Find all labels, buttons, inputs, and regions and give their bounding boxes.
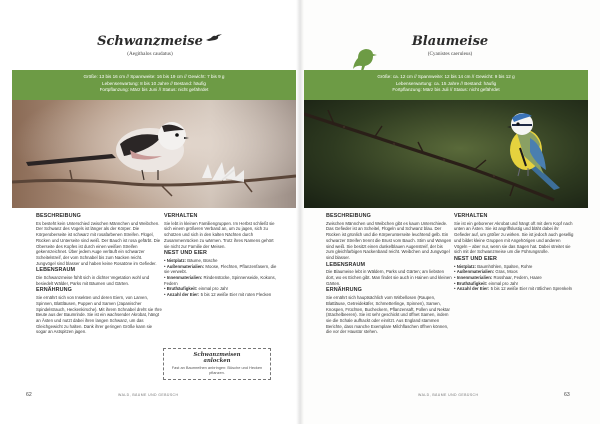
list-item: • Nistplatz: Baumhöhlen, Spalten, Rohre (454, 263, 533, 269)
list-item: • Anzahl der Eier: 5 bis 12 weiße Eier mit rötlichen Sprenkeln (454, 286, 573, 292)
left-page-number: 62 (26, 392, 32, 398)
tip-title-line2: anlocken (203, 358, 231, 364)
list-item: • Innenmaterialien: Rindenstücke, Spinnenseide, Kokons, Federn (164, 275, 276, 286)
tip-text: Fast an Baumreihen anbringen: Büsche und Hecken pflanzen. (171, 365, 263, 375)
left-facts-line1: Größe: 13 bis 16 cm // Spannweite: 16 bis 19 cm // Gewicht: 7 bis 9 g (83, 74, 225, 79)
left-column-1 (36, 214, 162, 335)
long-tailed-tit-photo (12, 100, 296, 208)
left-behavior-heading: VERHALTEN (164, 213, 198, 219)
right-page-subtitle: (Cyanistes caeruleus) (427, 51, 473, 57)
left-facts-line2: Lebenserwartung: 8 bis 10 Jahre // Bestand: häufig (102, 80, 206, 86)
left-facts-bar (12, 70, 296, 100)
attract-tip-box (163, 348, 271, 380)
list-item: • Bruthäufigkeit: einmal pro Jahr (164, 286, 229, 292)
right-diet-heading: ERNÄHRUNG (326, 287, 362, 294)
book-gutter (296, 0, 304, 424)
right-description-heading: BESCHREIBUNG (326, 213, 371, 219)
right-column-1 (326, 214, 452, 335)
list-item: • Außenmaterialien: Moose, Flechten, Pflanzenfasern, die sie verwebt. (164, 263, 277, 275)
left-page-title (0, 34, 300, 49)
left-behavior-text: Sie lebt in kleinen Familiengruppen. Im Herbst schließt sie sich einem größeren Verband an, um zu jagen, sich zu schützen und sich in den kalten Nächten durch Zusammenrücken zu wärmen. Trotz ihres Namens gehört sie nicht zur Familie der Meisen. (164, 220, 275, 249)
left-nest-heading: NEST UND EIER (164, 250, 207, 257)
small-bird-silhouette-icon (205, 32, 223, 44)
left-page-subtitle: (Aegithalos caudatus) (127, 51, 173, 57)
left-nest-list (164, 258, 280, 298)
right-running-footer: WALD, BÄUME UND GEBÜSCH (418, 393, 479, 397)
left-habitat-heading: LEBENSRAUM (36, 267, 76, 274)
right-habitat-heading: LEBENSRAUM (326, 261, 366, 268)
list-item: • Bruthäufigkeit: einmal pro Jahr (454, 280, 519, 286)
list-item: • Innenmaterialien: Rosshaar, Federn, Haare (454, 275, 542, 281)
left-diet-heading: ERNÄHRUNG (36, 287, 72, 294)
right-page-title: Blaumeise (411, 34, 489, 49)
blue-tit-photo (304, 100, 588, 208)
right-behavior-heading: VERHALTEN (454, 213, 488, 219)
right-page (300, 0, 600, 424)
right-nest-heading: NEST UND EIER (454, 255, 497, 262)
right-behavior-text: Sie ist ein geborener Akrobat und hängt oft mit dem Kopf nach unten an Ästen. Sie ist angriffslustig und bläht dabei ihr Gefieder auf, um größer zu wirken. Sie ist jedoch auch gesellig und bildet kleine Gruppen mit Angehörigen und anderen Vögeln – aber nur, wenn sie das Sagen hat. Dabei streitet sie sich mit der Schwanzmeise um die Führungsrolle. (454, 220, 574, 255)
list-item: • Außenmaterialien: Gras, Moos (454, 269, 518, 275)
left-column-2 (164, 214, 280, 298)
left-diet-text: Sie ernährt sich von Insekten und deren Eiern, von Larven, Spinnen, Blattläusen, Puppen und Samen (Japanischer Spindelstrauch, Heckenkirsche). Mit ihrem Schnabel dreht sie Ihre Beute aus der Baumrinde. Sie ist ein wachsender Akrobat, hängt an Ästen und nutzt dabei ihren langen Schwanz, um das Gleichgewicht zu halten. Dank ihrer geringen Größe kann sie sogar an Astspitzen jagen. (36, 295, 162, 335)
right-facts-line2: Lebenserwartung: ca. 15 Jahre // Bestand: häufig (395, 80, 497, 86)
right-description-text: Zwischen Männchen und Weibchen gibt es kaum Unterschiede. Das Gefieder ist an Scheitel, Flügeln und Schwanz blau. Der Rücken ist grünlich und die Körperunterseite leuchtend gelb. Ein schwarzer Streifen trennt die Brust vom Bauch. Stirn und Wangen sind weiß. Sie besitzt einen dunkelblauen Augenstreif, der bis zum gleichfarbigen Nackenband reicht. Weibchen und Jungvögel sind blasser. (326, 220, 452, 260)
right-facts-bar (304, 70, 588, 100)
right-column-2 (454, 214, 574, 292)
right-page-number: 63 (564, 392, 570, 398)
left-habitat-text: Die Schwanzmeise fühlt sich in dichter Vegetation wohl und besiedelt Wälder, Parks mit Bäumen und Gärten. (36, 275, 150, 286)
tip-title-line1: Schwanzmeisen (193, 352, 241, 358)
right-habitat-text: Die Blaumeise lebt in Wäldern, Parks und Gärten; am liebsten dort, wo es Eichen gibt. Man findet sie auch in Hainen und kleinen Gärten. (326, 269, 452, 286)
list-item: • Anzahl der Eier: 5 bis 12 weiße Eier mit roten Flecken (164, 292, 272, 298)
left-facts-line3: Fortpflanzung: März bis Juni // Status: nicht gefährdet (99, 87, 209, 93)
left-title-text: Schwanzmeise (97, 34, 203, 49)
right-nest-list (454, 264, 574, 293)
right-facts-line1: Größe: ca. 12 cm // Spannweite: 12 bis 14 cm // Gewicht: 9 bis 12 g (377, 74, 515, 79)
list-item: • Nistplatz: Bäume, Büsche (164, 257, 218, 263)
right-diet-text: Sie ernährt sich hauptsächlich vom Wirbellosen (Raupen, Blattläuse, Getreidekäfer, Schmetterlinge, Spinnen), Samen, Knospen, Früchten, Bucheckern, Pflanzensaft, Pollen und Nektar (Stachelbeeren). Sie ist sehr geschickt und öffnet Samen, indem sie die Schale aufhackt oder einritzt. Aus England stammen Berichte, dass manche Exemplare Milchflaschen öffnen können, die vor der Haustür stehen. (326, 295, 450, 335)
left-description-text: Es besteht kein Unterschied zwischen Männchen und Weibchen. Der Schwanz des Vogels ist länger als der Körper. Die Körperoberseite ist schwarz mit rosafarbenen Streifen. Flügel, Rücken und Unterseite sind weiß. Der Bauch ist rosa gefärbt. Die Oberseite des Kopfes ist durch einen weißen Streifen gekennzeichnet. Über jedem Auge verläuft ein schwarzer Scheitelstreif, der vom Schnabel bis zum Nacken reicht. Jungvögel sind blasser und haben keine Rosatöne im Gefieder. (36, 220, 161, 266)
left-description-heading: BESCHREIBUNG (36, 213, 81, 219)
right-facts-line3: Fortpflanzung: März bis Juli // Status: nicht gefährdet (392, 87, 500, 93)
left-running-footer: WALD, BÄUME UND GEBÜSCH (118, 393, 179, 397)
